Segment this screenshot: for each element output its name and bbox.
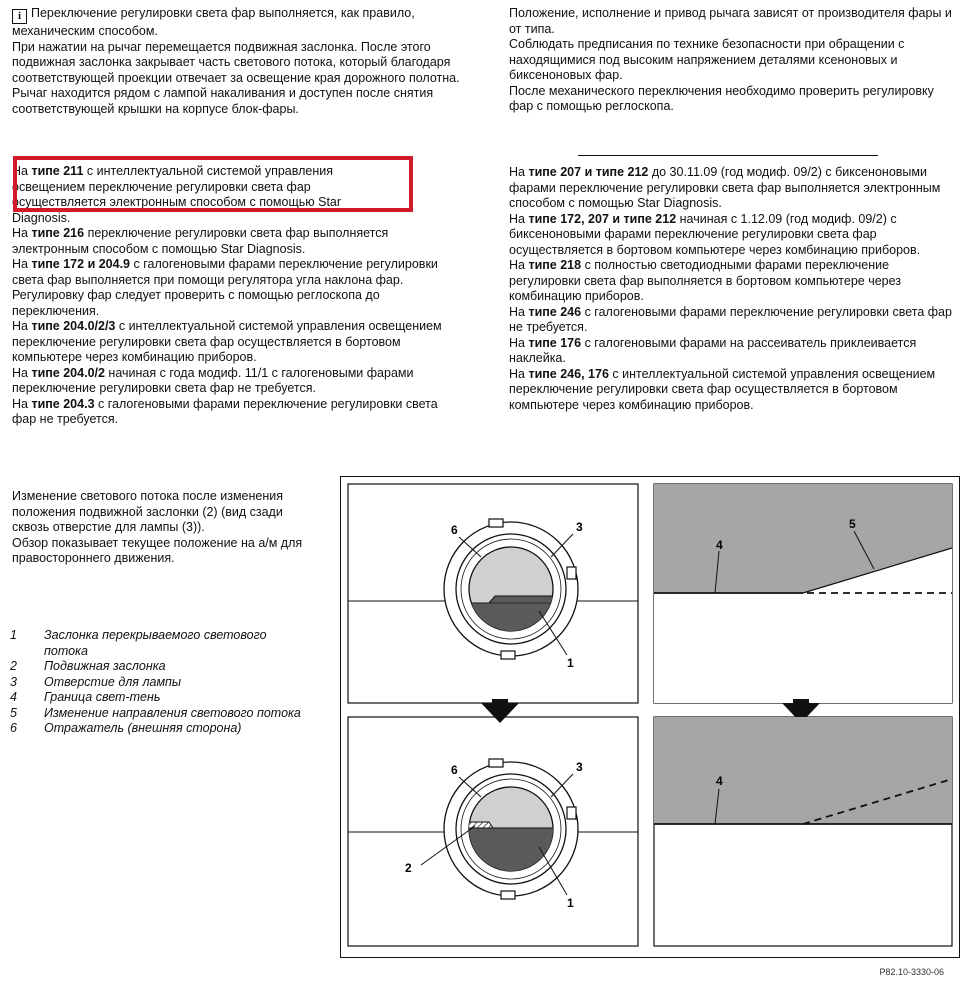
label-1-top: 1 xyxy=(567,656,574,670)
info-icon: i xyxy=(12,9,27,24)
legend-item: 2 Подвижная заслонка xyxy=(10,659,166,673)
right-intro-1: Положение, исполнение и привод рычага зависят от производителя фары и от типа. xyxy=(509,6,952,36)
section-divider xyxy=(578,155,878,156)
right-intro-3: После механического переключения необходимо проверить регулировку фар с помощью реглоскопа. xyxy=(509,83,934,113)
intro-paragraph-1: i Переключение регулировки света фар выполняется, как правило, механическим способом. xyxy=(12,6,415,38)
label-2-bottom: 2 xyxy=(405,861,412,875)
headlight-diagram-svg xyxy=(341,477,959,957)
figure-caption xyxy=(12,489,307,567)
type-176-note: На типе 176 с галогеновыми фарами на рассеиватель приклеивается наклейка. xyxy=(509,335,917,365)
type-216-note: На типе 216 переключение регулировки света фар выполняется электронным способом с помощью Star Diagnosis. xyxy=(12,226,389,256)
right-intro-2: Соблюдать предписания по технике безопасности при обращении с находящимися под высоким напряжением деталями ксеноновых и биксеноновых фар. xyxy=(509,37,905,82)
type-204-0-2-3-note: На типе 204.0/2/3 с интеллектуальной системой управления освещением переключение регулировки света фар осуществляется в бортовом компьютере через комбинацию приборов. xyxy=(12,319,442,364)
type-204-0-2-note: На типе 204.0/2 начиная с года модиф. 11/1 с галогеновыми фарами переключение регулировки света фар не требуется. xyxy=(12,365,414,395)
legend-item: 5 Изменение направления светового потока xyxy=(10,705,301,720)
highlight-box xyxy=(13,156,413,212)
caption-paragraph-1: Изменение светового потока после изменения положения подвижной заслонки (2) (вид сзади сквозь отверстие для лампы (3)). xyxy=(12,489,284,534)
label-5-top: 5 xyxy=(849,517,856,531)
legend-item: 3 Отверстие для лампы xyxy=(10,674,182,689)
label-3-top: 3 xyxy=(576,520,583,534)
headlight-diagram xyxy=(340,476,960,958)
label-3-bottom: 3 xyxy=(576,760,583,774)
legend-item: 4 Граница свет-тень xyxy=(10,690,161,704)
type-204-3-note: На типе 204.3 с галогеновыми фарами переключение регулировки света фар не требуется. xyxy=(12,396,438,426)
type-207-212-note: На типе 207 и типе 212 до 30.11.09 (год модиф. 09/2) с биксеноновыми фарами переключение регулировки света фар выполняется электронным способом с помощью Star Diagnosis. xyxy=(509,165,941,210)
legend-item: 6 Отражатель (внешняя сторона) xyxy=(10,721,242,735)
label-1-bottom: 1 xyxy=(567,896,574,910)
label-4-bottom: 4 xyxy=(716,774,723,788)
caption-paragraph-2: Обзор показывает текущее положение на а/м для правостороннего движения. xyxy=(12,535,303,565)
right-types-block xyxy=(509,165,959,413)
label-6-bottom: 6 xyxy=(451,763,458,777)
legend-item: 1 Заслонка перекрываемого светового потока xyxy=(10,628,267,658)
label-4-top: 4 xyxy=(716,538,723,552)
intro-paragraph-3: Рычаг находится рядом с лампой накаливания и доступен после снятия соответствующей крышки на корпусе блок-фары. xyxy=(12,86,434,116)
light-area-bottom xyxy=(654,717,952,824)
type-211-note: На типе 211 с интеллектуальной системой управления освещением переключение регулировки света фар осуществляется электронным способом с помощью Star Diagnosis. xyxy=(12,164,342,225)
type-246-note: На типе 246 с галогеновыми фарами переключение регулировки света фар не требуется. xyxy=(509,304,952,334)
intro-paragraph-2: При нажатии на рычаг перемещается подвижная заслонка. После этого подвижная заслонка закрывает часть светового потока, который благодаря соответствующей проекции отвечает за освещение края дорожного полотна. xyxy=(12,39,460,85)
left-column xyxy=(12,6,462,117)
label-6-top: 6 xyxy=(451,523,458,537)
right-column xyxy=(509,6,954,115)
type-246-176-note: На типе 246, 176 с интеллектуальной системой управления освещением переключение регулировки света фар осуществляется в бортовом компьютере через комбинацию приборов. xyxy=(509,366,936,412)
type-172-204-9-note: На типе 172 и 204.9 с галогеновыми фарами переключение регулировки света фар выполняется при помощи регулятора угла наклона фар. Регулировку фар следует проверить с помощью реглоскопа до переключения. xyxy=(12,257,438,318)
figure-code: P82.10-3330-06 xyxy=(879,967,944,977)
type-172-207-212-note: На типе 172, 207 и типе 212 начиная с 1.12.09 (год модиф. 09/2) с биксеноновыми фарами переключение регулировки света фар осуществляется в бортовом компьютере через комбинацию приборов. xyxy=(509,211,921,257)
figure-legend xyxy=(10,628,310,737)
type-218-note: На типе 218 с полностью светодиодными фарами переключение регулировки света фар выполняется в бортовом компьютере через комбинацию приборов. xyxy=(509,258,902,303)
